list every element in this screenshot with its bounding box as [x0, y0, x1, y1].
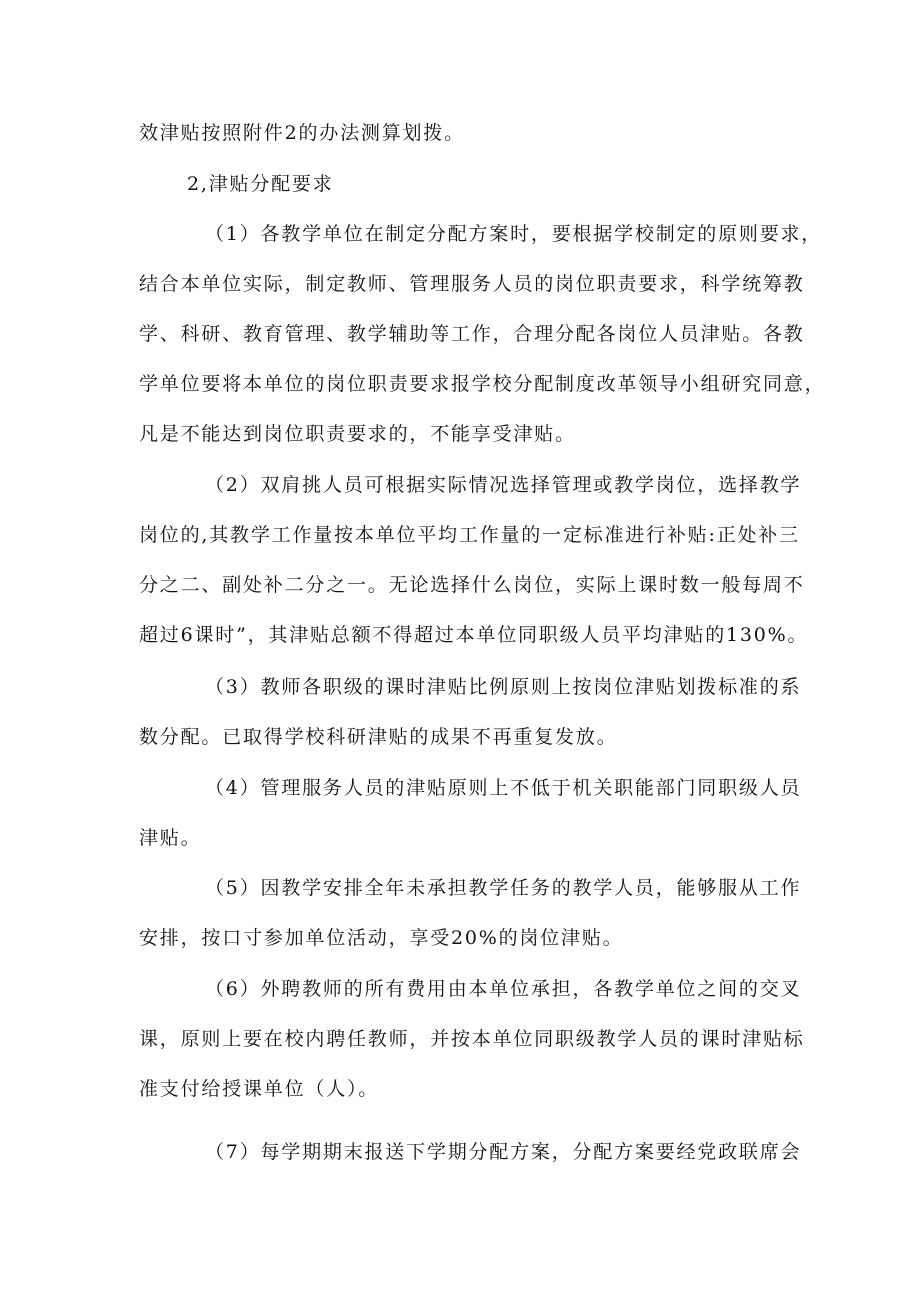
text-line-1: 效津贴按照附件2的办法测算划拨。 [139, 122, 465, 144]
text-line-12: （3）教师各职级的课时津贴比例原则上按岗位津贴划拨标准的系 [205, 676, 802, 698]
text-line-16: （5）因教学安排全年未承担教学任务的教学人员，能够服从工作 [205, 877, 802, 899]
text-line-9: 岗位的,其教学工作量按本单位平均工作量的一定标准进行补贴:正处补三 [139, 524, 800, 546]
text-line-11: 超过6课时”，其津贴总额不得超过本单位同职级人员平均津贴的130%。 [139, 624, 809, 646]
text-line-20: 准支付给授课单位（人）。 [139, 1078, 380, 1100]
text-line-14: （4）管理服务人员的津贴原则上不低于机关职能部门同职级人员 [205, 777, 802, 799]
text-line-13: 数分配。已取得学校科研津贴的成果不再重复发放。 [139, 726, 618, 748]
text-line-18: （6）外聘教师的所有费用由本单位承担，各教学单位之间的交叉 [205, 978, 802, 1000]
text-line-4: 结合本单位实际，制定教师、管理服务人员的岗位职责要求，科学统筹教 [139, 273, 805, 295]
text-line-6: 学单位要将本单位的岗位职责要求报学校分配制度改革领导小组研究同意， [139, 373, 826, 395]
section-heading: 2,津贴分配要求 [187, 173, 334, 195]
text-line-17: 安排，按口寸参加单位活动，享受20%的岗位津贴。 [139, 927, 624, 949]
text-line-7: 凡是不能达到岗位职责要求的，不能享受津贴。 [139, 423, 576, 445]
text-line-8: （2）双肩挑人员可根据实际情况选择管理或教学岗位，选择教学 [205, 474, 802, 496]
text-line-3: （1）各教学单位在制定分配方案时，要根据学校制定的原则要求， [205, 223, 823, 245]
text-line-10: 分之二、副处补二分之一。无论选择什么岗位，实际上课时数一般每周不 [139, 574, 805, 596]
text-line-19: 课，原则上要在校内聘任教师，并按本单位同职级教学人员的课时津贴标 [139, 1028, 805, 1050]
text-line-15: 津贴。 [139, 827, 202, 849]
text-line-21: （7）每学期期末报送下学期分配方案，分配方案要经党政联席会 [205, 1141, 802, 1163]
text-line-5: 学、科研、教育管理、教学辅助等工作，合理分配各岗位人员津贴。各教 [139, 323, 805, 345]
